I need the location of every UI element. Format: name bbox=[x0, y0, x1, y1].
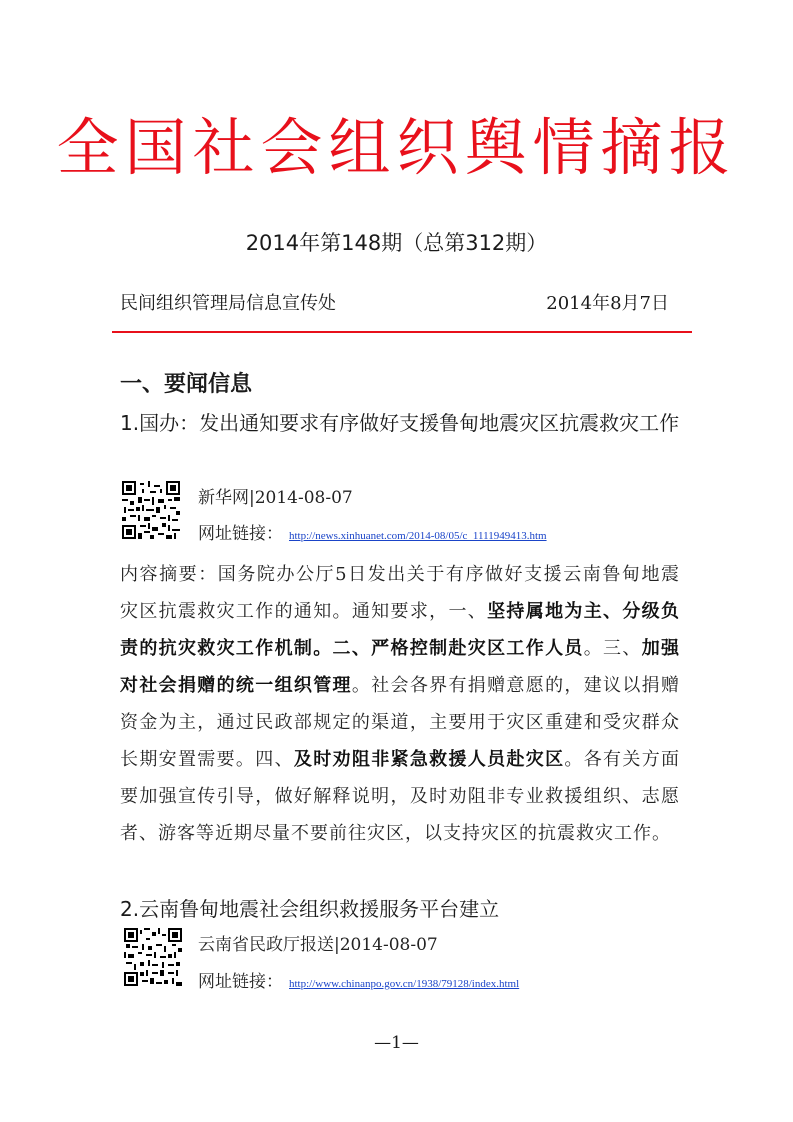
qr-code-icon bbox=[122, 481, 180, 539]
article-source: 云南省民政厅报送|2014-08-07 bbox=[198, 935, 438, 955]
abstract-text: 内容摘要：国务院办公厅5日发出关于有序做好支援云南鲁甸地震灾区抗震救灾工作的通知。通知要求，一、 bbox=[120, 564, 680, 622]
article-title: 2.云南鲁甸地震社会组织救援服务平台建立 bbox=[120, 897, 500, 921]
link-label: 网址链接： bbox=[198, 972, 283, 992]
link-row bbox=[198, 521, 547, 549]
publish-date: 2014年8月7日 bbox=[546, 293, 669, 314]
section-heading: 一、要闻信息 bbox=[120, 372, 253, 397]
page-number: —1— bbox=[374, 1033, 419, 1053]
link-row bbox=[198, 969, 519, 997]
abstract-emphasis: 及时劝阻非紧急救援人员赴灾区 bbox=[293, 749, 565, 770]
header-rule bbox=[112, 331, 692, 333]
abstract-text: 。三、 bbox=[583, 638, 642, 659]
article-link[interactable]: http://www.chinanpo.gov.cn/1938/79128/index.html bbox=[289, 978, 520, 990]
link-label: 网址链接： bbox=[198, 524, 283, 544]
masthead-title: 全国社会组织舆情摘报 bbox=[56, 111, 737, 184]
article-title: 1.国办：发出通知要求有序做好支援鲁甸地震灾区抗震救灾工作 bbox=[120, 411, 680, 435]
article-source: 新华网|2014-08-07 bbox=[198, 488, 353, 508]
abstract-text: 。各有关方面要加强宣传引导，做好解释说明，及时劝阻非专业救援组织、志愿者、游客等近期尽量不要前往灾区，以支持灾区的抗震救灾工作。 bbox=[120, 749, 681, 844]
abstract-emphasis: 坚持属地为主、分级负责的抗灾救灾工作机制。二、严格控制赴灾区工作人员 bbox=[120, 601, 681, 659]
article-abstract bbox=[120, 556, 680, 852]
article-link[interactable]: http://news.xinhuanet.com/2014-08/05/c_1111949413.htm bbox=[289, 530, 547, 542]
issue-number: 2014年第148期（总第312期） bbox=[245, 231, 548, 255]
abstract-emphasis: 加强对社会捐赠的统一组织管理 bbox=[120, 638, 681, 696]
abstract-text: 。社会各界有捐赠意愿的，建议以捐赠资金为主，通过民政部规定的渠道，主要用于灾区重建和受灾群众长期安置需要。四、 bbox=[120, 675, 681, 770]
publisher: 民间组织管理局信息宣传处 bbox=[120, 293, 336, 314]
qr-code-icon bbox=[124, 928, 182, 986]
